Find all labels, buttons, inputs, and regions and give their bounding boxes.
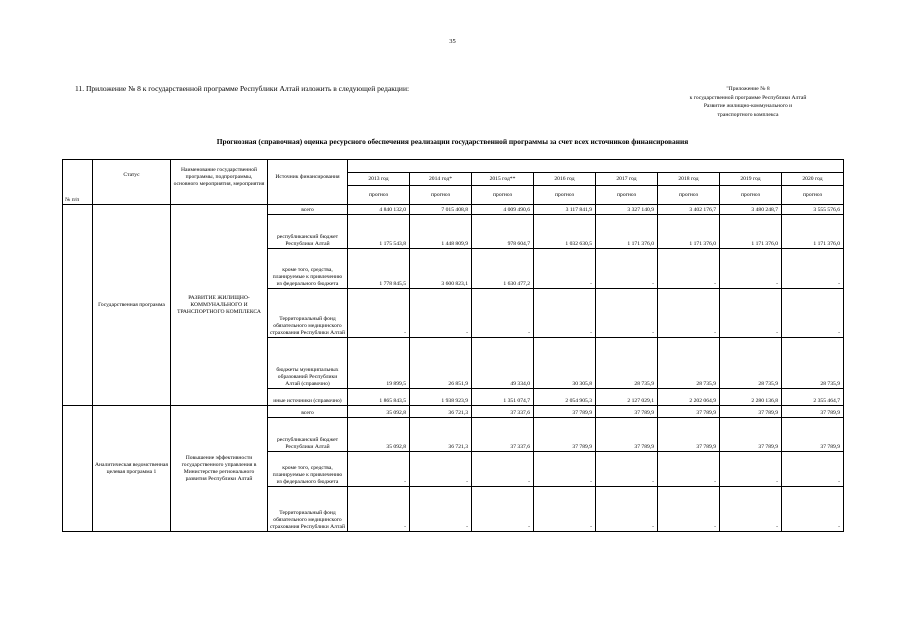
value-cell: - — [348, 487, 410, 532]
value-cell: - — [658, 487, 720, 532]
value-cell: 28 735,9 — [658, 338, 720, 389]
value-cell: - — [534, 487, 596, 532]
source-cell: республиканский бюджет Республики Алтай — [268, 418, 348, 452]
value-cell: 3 600 823,1 — [410, 249, 472, 289]
value-cell: - — [534, 289, 596, 338]
forecast-label: прогноз — [472, 186, 534, 205]
value-cell: 3 117 841,9 — [534, 205, 596, 215]
value-cell: - — [658, 289, 720, 338]
annex-line-4: транспортного комплекса — [717, 111, 779, 118]
year-header: 2019 год — [720, 173, 782, 186]
value-cell: 978 604,7 — [472, 215, 534, 249]
source-cell: республиканский бюджет Республики Алтай — [268, 215, 348, 249]
header-source: Источник финансирования — [268, 160, 348, 205]
source-cell: кроме того, средства, планируемые к привлечению из федерального бюджета — [268, 249, 348, 289]
program-name-cell: Повышение эффективности государственного управления в Министерстве регионального развития Республики Алтай — [171, 406, 268, 532]
value-cell: 37 789,9 — [534, 406, 596, 418]
source-cell: бюджеты муниципальных образований Республики Алтай (справочно) — [268, 338, 348, 389]
source-cell: Территориальный фонд обязательного медицинского страхования Республики Алтай — [268, 289, 348, 338]
value-cell: - — [720, 289, 782, 338]
header-num: № п/п — [63, 160, 93, 205]
value-cell: 28 735,9 — [596, 338, 658, 389]
forecast-label: прогноз — [596, 186, 658, 205]
year-header: 2018 год — [658, 173, 720, 186]
value-cell: 1 175 543,8 — [348, 215, 410, 249]
value-cell: - — [782, 249, 844, 289]
value-cell: 3 402 176,7 — [658, 205, 720, 215]
value-cell: 37 789,9 — [658, 406, 720, 418]
value-cell: - — [782, 487, 844, 532]
table-row — [63, 406, 844, 418]
value-cell: 2 355 464,7 — [782, 389, 844, 406]
value-cell: - — [596, 452, 658, 487]
value-cell: - — [720, 452, 782, 487]
document-title: Прогнозная (справочная) оценка ресурсного обеспечения реализации государственной программы за счет всех источников финансирования — [216, 137, 689, 146]
value-cell: - — [348, 289, 410, 338]
value-cell: 37 789,9 — [782, 418, 844, 452]
value-cell: 3 480 248,7 — [720, 205, 782, 215]
value-cell: 37 337,6 — [472, 418, 534, 452]
value-cell: - — [472, 289, 534, 338]
value-cell: 37 789,9 — [596, 418, 658, 452]
year-header: 2020 год — [782, 173, 844, 186]
forecast-label: прогноз — [534, 186, 596, 205]
value-cell: - — [782, 452, 844, 487]
value-cell: - — [720, 487, 782, 532]
annex-header — [633, 85, 863, 119]
value-cell: - — [410, 452, 472, 487]
value-cell: - — [596, 487, 658, 532]
forecast-label: прогноз — [782, 186, 844, 205]
year-header: 2017 год — [596, 173, 658, 186]
value-cell: - — [410, 487, 472, 532]
source-cell: всего — [268, 406, 348, 418]
source-cell: всего — [268, 205, 348, 215]
value-cell: - — [596, 289, 658, 338]
value-cell: 3 327 140,9 — [596, 205, 658, 215]
value-cell: - — [348, 452, 410, 487]
value-cell: 37 789,9 — [720, 418, 782, 452]
source-cell: кроме того, средства, планируемые к привлечению из федерального бюджета — [268, 452, 348, 487]
annex-line-2: к государственной программе Республики Алтай — [689, 94, 807, 101]
value-cell: - — [410, 289, 472, 338]
intro-text: 11. Приложение № 8 к государственной программе Республики Алтай изложить в следующей редакции: — [75, 84, 410, 93]
value-cell: 1 171 376,0 — [782, 215, 844, 249]
value-cell: 30 305,8 — [534, 338, 596, 389]
row-number-cell — [63, 406, 93, 532]
value-cell: 7 015 408,8 — [410, 205, 472, 215]
value-cell: - — [534, 249, 596, 289]
value-cell: 35 092,8 — [348, 406, 410, 418]
value-cell: - — [658, 452, 720, 487]
year-header: 2014 год* — [410, 173, 472, 186]
value-cell: 36 721,3 — [410, 418, 472, 452]
year-header: 2015 год** — [472, 173, 534, 186]
value-cell: 1 171 376,0 — [658, 215, 720, 249]
value-cell: 35 092,8 — [348, 418, 410, 452]
value-cell: 1 865 843,5 — [348, 389, 410, 406]
forecast-label: прогноз — [658, 186, 720, 205]
value-cell: 37 789,9 — [658, 418, 720, 452]
value-cell: 37 789,9 — [534, 418, 596, 452]
funding-table — [62, 159, 844, 532]
value-cell: 28 735,9 — [782, 338, 844, 389]
value-cell: 3 555 576,6 — [782, 205, 844, 215]
value-cell: 1 630 477,2 — [472, 249, 534, 289]
value-cell: 49 334,0 — [472, 338, 534, 389]
forecast-label: прогноз — [410, 186, 472, 205]
header-name: Наименование государственной программы, подпрограммы, основного мероприятия, мероприятия — [171, 160, 268, 205]
value-cell: 1 171 376,0 — [720, 215, 782, 249]
value-cell: - — [596, 249, 658, 289]
forecast-label: прогноз — [720, 186, 782, 205]
source-cell: Территориальный фонд обязательного медицинского страхования Республики Алтай — [268, 487, 348, 532]
value-cell: 2 202 064,9 — [658, 389, 720, 406]
value-cell: 4 840 132,0 — [348, 205, 410, 215]
header-status: Статус — [93, 160, 171, 205]
value-cell: 4 009 490,6 — [472, 205, 534, 215]
value-cell: 37 337,6 — [472, 406, 534, 418]
value-cell: 2 280 136,8 — [720, 389, 782, 406]
status-cell: Аналитическая ведомственная целевая программа 1 — [93, 406, 171, 532]
value-cell: 28 735,9 — [720, 338, 782, 389]
value-cell: 1 351 074,7 — [472, 389, 534, 406]
value-cell: 1 778 845,5 — [348, 249, 410, 289]
row-number-cell — [63, 205, 93, 406]
status-cell: Государственная программа — [93, 205, 171, 406]
value-cell: - — [782, 289, 844, 338]
year-header: 2016 год — [534, 173, 596, 186]
value-cell: 36 721,3 — [410, 406, 472, 418]
value-cell: 1 938 923,9 — [410, 389, 472, 406]
value-cell: 1 171 376,0 — [596, 215, 658, 249]
forecast-label: прогноз — [348, 186, 410, 205]
value-cell: 2 054 905,3 — [534, 389, 596, 406]
value-cell: 37 789,9 — [596, 406, 658, 418]
source-cell: иные источники (справочно) — [268, 389, 348, 406]
annex-line-1: "Приложение № 8 — [726, 86, 770, 92]
value-cell: 19 899,5 — [348, 338, 410, 389]
value-cell: 26 851,9 — [410, 338, 472, 389]
header-row — [63, 160, 844, 173]
annex-line-3: Развитие жилищно-коммунального и — [703, 103, 793, 110]
value-cell: - — [472, 452, 534, 487]
value-cell: 1 032 630,5 — [534, 215, 596, 249]
value-cell: 2 127 029,1 — [596, 389, 658, 406]
value-cell: - — [720, 249, 782, 289]
value-cell: - — [472, 487, 534, 532]
value-cell: 37 789,9 — [782, 406, 844, 418]
value-cell: - — [658, 249, 720, 289]
page-number: 35 — [449, 38, 456, 45]
header-years-span — [348, 160, 844, 173]
value-cell: - — [534, 452, 596, 487]
program-name-cell: РАЗВИТИЕ ЖИЛИЩНО-КОММУНАЛЬНОГО И ТРАНСПОРТНОГО КОМПЛЕКСА — [171, 205, 268, 406]
value-cell: 37 789,9 — [720, 406, 782, 418]
value-cell: 1 448 809,9 — [410, 215, 472, 249]
table-row — [63, 205, 844, 215]
year-header: 2013 год — [348, 173, 410, 186]
